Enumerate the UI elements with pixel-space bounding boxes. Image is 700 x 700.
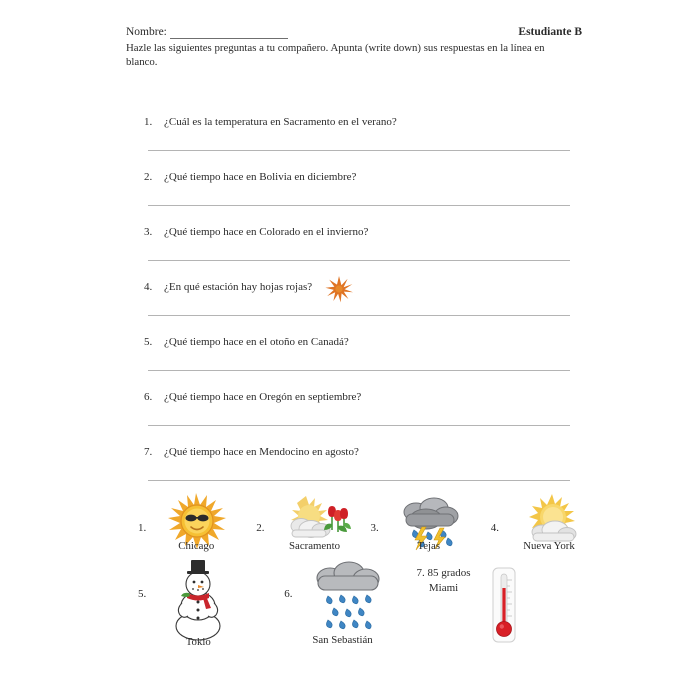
name-blank-input[interactable] [170, 27, 288, 39]
questions-list [126, 104, 582, 489]
answer-line[interactable] [148, 425, 570, 426]
answer-line[interactable] [148, 205, 570, 206]
picture-item [491, 492, 595, 552]
question-number: 2. [144, 171, 153, 183]
question-text: ¿Qué tiempo hace en Oregón en septiembre? [164, 391, 362, 403]
picture-bank-row [138, 558, 568, 648]
instructions-text: Hazle las siguientes preguntas a tu compañero. Apunta (write down) sus respuestas en la línea en blanco. [126, 42, 545, 68]
question-item [126, 324, 582, 379]
name-label: Nombre: [126, 26, 167, 38]
answer-line[interactable] [148, 480, 570, 481]
thermometer-icon [489, 566, 517, 640]
question-text: ¿Qué tiempo hace en Bolivia en diciembre? [164, 171, 357, 183]
picture-number: 2. [256, 522, 265, 534]
answer-line[interactable] [148, 315, 570, 316]
picture-label: Chicago [178, 540, 215, 552]
question-text: ¿Qué tiempo hace en Mendocino en agosto? [164, 446, 359, 458]
question-item [126, 159, 582, 214]
picture-item [371, 492, 475, 552]
question-number: 7. [144, 446, 153, 458]
student-tag: Estudiante B [518, 26, 582, 38]
picture-item [417, 558, 517, 640]
picture-label-city: Miami [428, 582, 459, 594]
rain-cloud-icon [304, 558, 382, 632]
picture-number: 6. [284, 588, 293, 600]
picture-item [138, 558, 246, 648]
question-text: ¿Qué tiempo hace en el otoño en Canadá? [164, 336, 349, 348]
picture-label: San Sebastián [312, 634, 373, 646]
picture-label: Nueva York [523, 540, 575, 552]
answer-line[interactable] [148, 150, 570, 151]
question-text: ¿Cuál es la temperatura en Sacramento en el verano? [164, 116, 397, 128]
question-number: 3. [144, 226, 153, 238]
snowman-icon [159, 558, 237, 634]
picture-label: Tokio [185, 636, 211, 648]
picture-label-group [417, 566, 471, 596]
picture-number: 3. [370, 522, 379, 534]
question-item [126, 104, 582, 159]
question-item [126, 379, 582, 434]
worksheet-header [126, 26, 582, 69]
question-number: 4. [144, 281, 153, 293]
picture-number: 7. [416, 567, 425, 579]
name-group [126, 26, 288, 39]
question-number: 5. [144, 336, 153, 348]
question-item [126, 269, 582, 324]
picture-bank-row [138, 492, 575, 552]
autumn-leaf-icon [324, 274, 354, 304]
question-item [126, 434, 582, 489]
picture-label-temperature: 85 grados [427, 567, 471, 579]
name-and-student-row [126, 26, 582, 39]
picture-item [138, 492, 242, 552]
answer-line[interactable] [148, 370, 570, 371]
question-text: ¿Qué tiempo hace en Colorado en el invierno? [164, 226, 369, 238]
question-item [126, 214, 582, 269]
picture-number: 5. [138, 588, 147, 600]
picture-number: 4. [490, 522, 499, 534]
picture-item [256, 492, 360, 552]
picture-label: Tejas [417, 540, 441, 552]
picture-number: 1. [138, 522, 147, 534]
question-number: 1. [144, 116, 153, 128]
picture-bank [138, 492, 575, 648]
question-number: 6. [144, 391, 153, 403]
picture-item [284, 558, 388, 646]
picture-label: Sacramento [289, 540, 340, 552]
answer-line[interactable] [148, 260, 570, 261]
question-text: ¿En qué estación hay hojas rojas? [164, 281, 313, 293]
